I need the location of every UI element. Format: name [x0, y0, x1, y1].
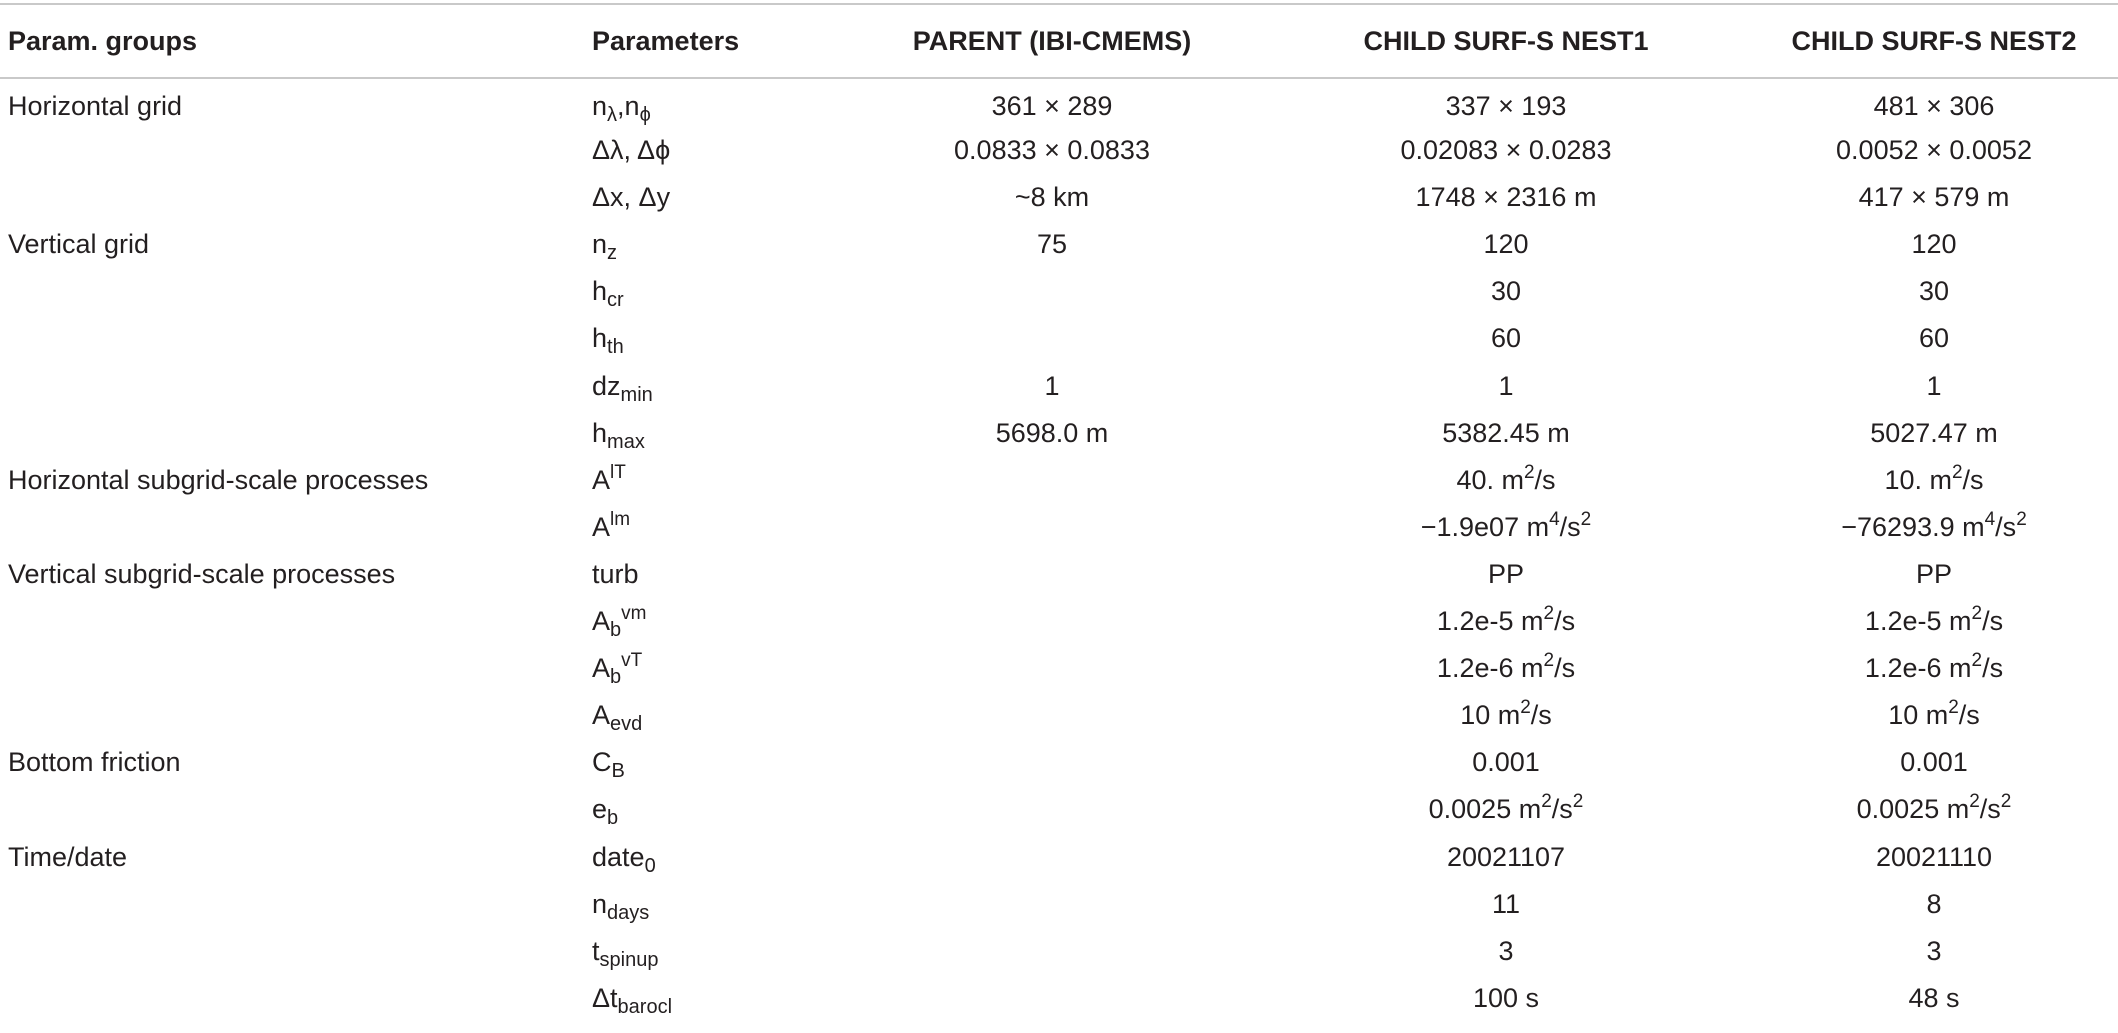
- param-subscript: B: [611, 760, 625, 783]
- nest2-value-cell: 417 × 579 m: [1858, 182, 2010, 213]
- parameter-cell: [592, 407, 842, 454]
- param-subscript: b: [607, 807, 619, 830]
- param-symbol: t: [592, 935, 600, 966]
- value-exponent: 2: [1971, 650, 1983, 672]
- param-symbol: n: [592, 888, 608, 919]
- parent-value-cell: [842, 972, 1262, 1019]
- table-row: [0, 501, 2118, 548]
- param-subscript-2: ϕ: [639, 104, 651, 126]
- group-cell: [0, 124, 592, 171]
- value-unit: /s: [1995, 511, 2017, 542]
- value-unit: /s: [1962, 464, 1984, 495]
- param-symbol: n: [592, 91, 608, 121]
- value-text: −76293.9 m: [1841, 511, 1985, 542]
- nest1-value-cell: [1262, 454, 1750, 501]
- value-exponent-2: 2: [2016, 508, 2027, 530]
- parameter-cell: [592, 218, 842, 265]
- parent-value-cell: [842, 783, 1262, 830]
- table-row: [0, 878, 2118, 925]
- nest2-value-cell: PP: [1915, 558, 1953, 589]
- param-symbol: dz: [592, 370, 621, 401]
- table-row: [0, 689, 2118, 736]
- value-text: 10 m: [1460, 700, 1521, 731]
- parameter-cell: [592, 171, 842, 218]
- parent-value-cell: [842, 736, 1262, 783]
- parent-value-cell: [842, 454, 1262, 501]
- param-symbol: Δt: [592, 982, 618, 1013]
- table-row: [0, 972, 2118, 1019]
- param-symbol: A: [592, 464, 611, 495]
- nest1-value-cell: 20021107: [1446, 841, 1566, 872]
- table-row: [0, 831, 2118, 878]
- param-symbol: A: [592, 700, 611, 731]
- group-cell: [0, 783, 592, 830]
- parameter-cell: [592, 548, 842, 595]
- parent-value-cell: 1: [1044, 370, 1060, 401]
- parent-value-cell: 5698.0 m: [995, 417, 1109, 448]
- group-cell: [0, 595, 592, 642]
- param-symbol: turb: [592, 558, 639, 589]
- param-superscript: lT: [610, 461, 626, 483]
- group-cell: Bottom friction: [8, 747, 181, 778]
- parent-value-cell: [842, 595, 1262, 642]
- parameter-cell: [592, 77, 842, 124]
- nest1-value-cell: [1262, 783, 1750, 830]
- param-subscript: barocl: [617, 995, 673, 1018]
- value-exponent: 2: [1948, 697, 1959, 719]
- value-exponent: 2: [1543, 603, 1555, 625]
- value-text: 10. m: [1884, 464, 1952, 495]
- parameter-cell: [592, 783, 842, 830]
- parent-value-cell: [842, 265, 1262, 312]
- nest1-value-cell: 1: [1498, 370, 1514, 401]
- parameter-cell: [592, 124, 842, 171]
- parent-value-cell: 75: [1036, 229, 1068, 260]
- table-row: [0, 642, 2118, 689]
- value-unit: /s: [1554, 653, 1576, 684]
- value-text: 40. m: [1456, 464, 1524, 495]
- value-exponent: 2: [1541, 791, 1552, 813]
- nest2-value-cell: 60: [1918, 323, 1950, 354]
- value-unit: /s: [1559, 511, 1581, 542]
- value-unit: /s: [1554, 606, 1576, 637]
- param-symbol: A: [592, 511, 611, 542]
- parent-value-cell: 361 × 289: [991, 91, 1113, 121]
- table-row: [0, 548, 2118, 595]
- parameter-cell: [592, 265, 842, 312]
- nest2-value-cell: 8: [1926, 888, 1942, 919]
- nest2-value-cell: [1750, 642, 2118, 689]
- param-subscript: days: [607, 901, 650, 924]
- group-cell: Horizontal grid: [8, 91, 183, 121]
- group-cell: [0, 407, 592, 454]
- param-subscript: min: [620, 383, 653, 406]
- param-superscript: vm: [621, 603, 647, 625]
- header-nest2: CHILD SURF-S NEST2: [1791, 25, 2077, 56]
- group-cell: Horizontal subgrid-scale processes: [8, 464, 429, 495]
- header-parent: PARENT (IBI-CMEMS): [912, 25, 1192, 56]
- parent-value-cell: ~8 km: [1014, 182, 1090, 213]
- value-text: 10 m: [1888, 700, 1949, 731]
- table-row: [0, 595, 2118, 642]
- nest2-value-cell: [1750, 689, 2118, 736]
- nest1-value-cell: 337 × 193: [1445, 91, 1567, 121]
- nest1-value-cell: 0.02083 × 0.0283: [1400, 135, 1612, 166]
- table-row: [0, 783, 2118, 830]
- value-exponent: 2: [1520, 697, 1531, 719]
- value-text: 1.2e-5 m: [1436, 606, 1544, 637]
- value-exponent: 2: [1951, 461, 1963, 483]
- value-unit: /s: [1551, 794, 1573, 825]
- parameter-cell: [592, 642, 842, 689]
- nest1-value-cell: 30: [1490, 276, 1522, 307]
- param-symbol: Δx, Δy: [592, 182, 671, 213]
- nest2-value-cell: 3: [1926, 935, 1942, 966]
- table-row: [0, 218, 2118, 265]
- nest2-value-cell: 48 s: [1908, 982, 1960, 1013]
- nest2-value-cell: [1750, 454, 2118, 501]
- parent-value-cell: [842, 878, 1262, 925]
- nest1-value-cell: 120: [1483, 229, 1529, 260]
- value-exponent: 2: [1971, 603, 1983, 625]
- group-cell: [0, 171, 592, 218]
- table-row: [0, 360, 2118, 407]
- nest1-value-cell: 11: [1491, 888, 1521, 919]
- parent-value-cell: [842, 501, 1262, 548]
- nest1-value-cell: 3: [1498, 935, 1514, 966]
- parameter-cell: [592, 312, 842, 359]
- param-subscript: λ: [607, 104, 618, 126]
- param-subscript: z: [607, 242, 618, 265]
- value-text: 1.2e-5 m: [1864, 606, 1972, 637]
- param-symbol: date: [592, 841, 645, 872]
- nest1-value-cell: 100 s: [1472, 982, 1540, 1013]
- nest2-value-cell: [1750, 783, 2118, 830]
- nest1-value-cell: 1748 × 2316 m: [1415, 182, 1597, 213]
- value-unit: /s: [1958, 700, 1980, 731]
- param-symbol: h: [592, 323, 608, 354]
- nest1-value-cell: [1262, 595, 1750, 642]
- parameter-cell: [592, 831, 842, 878]
- group-cell: [0, 925, 592, 972]
- value-unit: /s: [1982, 653, 2004, 684]
- value-exponent: 4: [1984, 508, 1996, 530]
- parameter-cell: [592, 878, 842, 925]
- nest1-value-cell: [1262, 501, 1750, 548]
- group-cell: [0, 360, 592, 407]
- param-symbol: Δλ, Δϕ: [592, 135, 671, 166]
- parameter-cell: [592, 925, 842, 972]
- header-nest1: CHILD SURF-S NEST1: [1363, 25, 1649, 56]
- table-row: [0, 312, 2118, 359]
- nest2-value-cell: 120: [1911, 229, 1957, 260]
- table-row: [0, 407, 2118, 454]
- param-symbol: A: [592, 653, 611, 684]
- nest2-value-cell: [1750, 501, 2118, 548]
- value-exponent: 2: [1969, 791, 1980, 813]
- nest2-value-cell: 30: [1918, 276, 1950, 307]
- value-exponent-2: 2: [1580, 508, 1592, 530]
- param-subscript: 0: [644, 854, 656, 877]
- param-superscript: vT: [621, 650, 643, 672]
- table-row: [0, 925, 2118, 972]
- parameter-cell: [592, 501, 842, 548]
- nest2-value-cell: [1750, 595, 2118, 642]
- parameter-cell: [592, 972, 842, 1019]
- param-subscript: b: [610, 619, 622, 642]
- param-symbol: h: [592, 276, 608, 307]
- nest2-value-cell: 20021110: [1875, 841, 1993, 872]
- value-exponent-2: 2: [1572, 791, 1584, 813]
- param-subscript: max: [607, 430, 645, 453]
- nest1-value-cell: 5382.45 m: [1442, 417, 1570, 448]
- parent-value-cell: [842, 312, 1262, 359]
- value-unit: /s: [1530, 700, 1552, 731]
- table-body: [0, 77, 2118, 1019]
- table-row: [0, 454, 2118, 501]
- param-subscript: b: [610, 666, 622, 689]
- header-row: [0, 5, 2118, 77]
- table-row: [0, 124, 2118, 171]
- group-cell: [0, 689, 592, 736]
- nest1-value-cell: 0.001: [1472, 747, 1540, 778]
- nest1-value-cell: [1262, 642, 1750, 689]
- param-superscript: lm: [610, 508, 631, 530]
- param-symbol: A: [592, 606, 611, 637]
- value-text: −1.9e07 m: [1420, 511, 1550, 542]
- value-text: 0.0025 m: [1428, 794, 1542, 825]
- group-cell: [0, 501, 592, 548]
- nest2-value-cell: 1: [1926, 370, 1942, 401]
- table-row: [0, 265, 2118, 312]
- parent-value-cell: 0.0833 × 0.0833: [954, 135, 1150, 166]
- param-subscript: th: [607, 336, 624, 359]
- table-row: [0, 171, 2118, 218]
- group-cell: Vertical subgrid-scale processes: [8, 558, 396, 589]
- group-cell: [0, 265, 592, 312]
- parameter-cell: [592, 595, 842, 642]
- param-subscript: cr: [607, 289, 624, 312]
- parameter-cell: [592, 689, 842, 736]
- nest2-value-cell: 0.0052 × 0.0052: [1836, 135, 2032, 166]
- nest1-value-cell: PP: [1487, 558, 1525, 589]
- table-row: [0, 736, 2118, 783]
- param-symbol: n: [592, 229, 608, 260]
- value-exponent: 4: [1549, 508, 1560, 530]
- header-parameters: Parameters: [592, 25, 740, 56]
- nest2-value-cell: 481 × 306: [1873, 91, 1995, 121]
- param-subscript: spinup: [599, 948, 659, 971]
- parent-value-cell: [842, 548, 1262, 595]
- parameters-table: [0, 5, 2118, 1019]
- group-cell: [0, 972, 592, 1019]
- group-cell: Time/date: [8, 841, 128, 872]
- nest2-value-cell: 5027.47 m: [1870, 417, 1998, 448]
- value-exponent: 2: [1523, 461, 1535, 483]
- value-unit: /s: [1534, 464, 1556, 495]
- param-symbol: C: [592, 747, 612, 778]
- param-symbol: e: [592, 794, 608, 825]
- value-exponent-2: 2: [2000, 791, 2012, 813]
- value-unit: /s: [1982, 606, 2004, 637]
- parameter-cell: [592, 736, 842, 783]
- parent-value-cell: [842, 642, 1262, 689]
- parent-value-cell: [842, 925, 1262, 972]
- param-symbol-2: ,n: [617, 91, 640, 121]
- group-cell: Vertical grid: [8, 229, 150, 260]
- param-symbol: h: [592, 417, 608, 448]
- table-row: [0, 77, 2118, 124]
- parent-value-cell: [842, 831, 1262, 878]
- value-text: 0.0025 m: [1856, 794, 1970, 825]
- value-text: 1.2e-6 m: [1864, 653, 1972, 684]
- value-text: 1.2e-6 m: [1436, 653, 1544, 684]
- group-cell: [0, 312, 592, 359]
- value-exponent: 2: [1543, 650, 1555, 672]
- nest1-value-cell: 60: [1490, 323, 1522, 354]
- parameter-cell: [592, 360, 842, 407]
- parameter-cell: [592, 454, 842, 501]
- nest2-value-cell: 0.001: [1900, 747, 1968, 778]
- value-unit: /s: [1979, 794, 2001, 825]
- parent-value-cell: [842, 689, 1262, 736]
- header-groups: Param. groups: [8, 25, 198, 56]
- group-cell: [0, 642, 592, 689]
- param-subscript: evd: [610, 713, 643, 736]
- nest1-value-cell: [1262, 689, 1750, 736]
- group-cell: [0, 878, 592, 925]
